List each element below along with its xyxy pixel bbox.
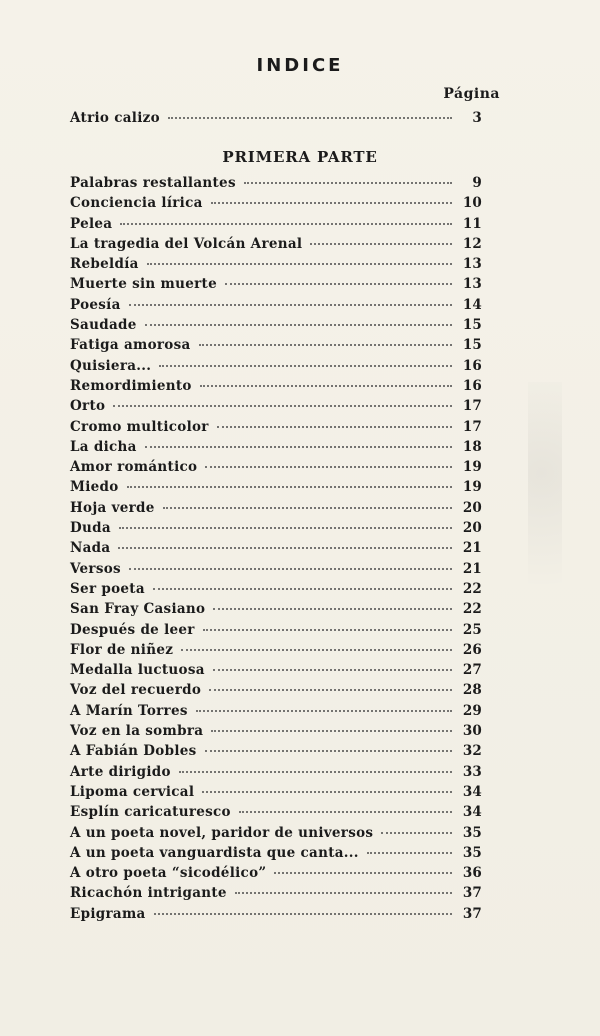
dot-leader <box>274 872 452 874</box>
entry-page-number: 14 <box>462 296 482 313</box>
entry-page-number: 16 <box>462 357 482 374</box>
intro-toc-list <box>70 110 482 130</box>
toc-entry <box>70 195 482 215</box>
entry-page-number: 17 <box>462 418 482 435</box>
dot-leader <box>211 730 452 732</box>
entry-page-number: 15 <box>462 317 482 334</box>
entry-title: Esplín caricaturesco <box>70 804 231 821</box>
toc-entry <box>70 256 482 276</box>
dot-leader <box>129 304 452 306</box>
entry-title: Muerte sin muerte <box>70 276 217 293</box>
entry-page-number: 17 <box>462 398 482 415</box>
entry-page-number: 28 <box>462 682 482 699</box>
dot-leader <box>163 507 452 509</box>
entry-page-number: 9 <box>472 175 482 191</box>
dot-leader <box>119 527 452 529</box>
toc-entry <box>70 500 482 520</box>
toc-entry <box>70 216 482 236</box>
entry-page-number: 30 <box>462 723 482 740</box>
section-title: PRIMERA PARTE <box>222 148 378 166</box>
dot-leader <box>168 117 452 119</box>
entry-title: Ser poeta <box>70 580 145 597</box>
entry-page-number: 37 <box>462 905 482 922</box>
entry-page-number: 10 <box>462 195 482 212</box>
entry-title: Voz del recuerdo <box>70 682 202 699</box>
toc-entry <box>70 439 482 459</box>
entry-page-number: 11 <box>462 215 482 232</box>
entry-page-number: 21 <box>462 540 482 557</box>
dot-leader <box>235 892 452 894</box>
entry-page-number: 3 <box>472 110 482 126</box>
entry-title: Miedo <box>70 479 119 496</box>
toc-entry <box>70 540 482 560</box>
dot-leader <box>244 182 452 184</box>
dot-leader <box>239 811 452 813</box>
toc-entry <box>70 662 482 682</box>
dot-leader <box>213 669 452 671</box>
toc-entry <box>70 703 482 723</box>
entry-page-number: 16 <box>462 377 482 394</box>
entry-title: Lipoma cervical <box>70 783 195 800</box>
toc-entry <box>70 398 482 418</box>
entry-title: La tragedia del Volcán Arenal <box>70 235 303 252</box>
entry-title: A un poeta novel, paridor de universos <box>70 824 374 841</box>
entry-title: Después de leer <box>70 621 195 638</box>
entry-title: A Fabián Dobles <box>70 743 197 760</box>
dot-leader <box>217 426 452 428</box>
toc-entry <box>70 459 482 479</box>
dot-leader <box>179 771 452 773</box>
entry-page-number: 18 <box>462 438 482 455</box>
entry-page-number: 34 <box>462 783 482 800</box>
entry-title: Amor romántico <box>70 459 198 476</box>
toc-entry <box>70 581 482 601</box>
entry-page-number: 35 <box>462 844 482 861</box>
toc-entry <box>70 337 482 357</box>
dot-leader <box>225 283 452 285</box>
toc-entry <box>70 642 482 662</box>
dot-leader <box>209 689 452 691</box>
dot-leader <box>120 223 452 225</box>
entry-title: Poesía <box>70 296 121 313</box>
toc-entry <box>70 682 482 702</box>
toc-entry <box>70 479 482 499</box>
entry-title: A Marín Torres <box>70 702 188 719</box>
entry-title: Medalla luctuosa <box>70 662 205 679</box>
entry-page-number: 22 <box>462 601 482 618</box>
entry-page-number: 19 <box>462 479 482 496</box>
entry-title: Saudade <box>70 317 137 334</box>
toc-entry <box>70 885 482 905</box>
entry-title: Nada <box>70 540 111 557</box>
toc-entry <box>70 743 482 763</box>
toc-entry <box>70 378 482 398</box>
entry-page-number: 36 <box>462 865 482 882</box>
entry-title: Epigrama <box>70 905 146 922</box>
entry-title: Hoja verde <box>70 499 155 516</box>
toc-entry <box>70 419 482 439</box>
entry-page-number: 22 <box>462 580 482 597</box>
entry-title: Quisiera... <box>70 357 152 374</box>
toc-entry <box>70 865 482 885</box>
dot-leader <box>367 852 452 854</box>
toc-entry <box>70 622 482 642</box>
entry-title: Rebeldía <box>70 256 139 273</box>
dot-leader <box>127 486 452 488</box>
entry-title: Orto <box>70 398 106 415</box>
dot-leader <box>211 202 452 204</box>
entry-page-number: 21 <box>462 560 482 577</box>
intro-toc-entry <box>70 110 482 130</box>
dot-leader <box>203 629 452 631</box>
entry-title: Versos <box>70 560 121 577</box>
toc-entry <box>70 906 482 926</box>
toc-entry <box>70 764 482 784</box>
dot-leader <box>145 446 452 448</box>
entry-title: Duda <box>70 520 111 537</box>
entry-title: Pelea <box>70 215 113 232</box>
toc-entry <box>70 297 482 317</box>
toc-entry <box>70 723 482 743</box>
entry-title: Atrio calizo <box>70 110 160 126</box>
entry-title: Conciencia lírica <box>70 195 203 212</box>
entry-page-number: 26 <box>462 641 482 658</box>
page-title: INDICE <box>256 55 344 76</box>
entry-page-number: 33 <box>462 763 482 780</box>
toc-entry <box>70 601 482 621</box>
entry-page-number: 32 <box>462 743 482 760</box>
entry-page-number: 20 <box>462 520 482 537</box>
toc-entry <box>70 845 482 865</box>
toc-entry <box>70 175 482 195</box>
dot-leader <box>381 832 452 834</box>
entry-title: Flor de niñez <box>70 641 174 658</box>
entry-page-number: 35 <box>462 824 482 841</box>
dot-leader <box>200 385 452 387</box>
entry-title: A otro poeta “sicodélico” <box>70 865 267 882</box>
toc-entry <box>70 561 482 581</box>
toc-entry <box>70 276 482 296</box>
entry-title: Ricachón intrigante <box>70 885 227 902</box>
dot-leader <box>196 710 452 712</box>
toc-entry <box>70 236 482 256</box>
entry-title: La dicha <box>70 438 137 455</box>
dot-leader <box>153 588 452 590</box>
dot-leader <box>129 568 452 570</box>
entry-page-number: 15 <box>462 337 482 354</box>
entry-page-number: 34 <box>462 804 482 821</box>
entry-page-number: 12 <box>462 235 482 252</box>
entry-title: San Fray Casiano <box>70 601 206 618</box>
toc-entry <box>70 825 482 845</box>
toc-entry <box>70 784 482 804</box>
page-smudge <box>528 382 562 642</box>
entry-title: Arte dirigido <box>70 763 171 780</box>
entry-page-number: 19 <box>462 459 482 476</box>
entry-page-number: 13 <box>462 256 482 273</box>
entry-page-number: 29 <box>462 702 482 719</box>
dot-leader <box>213 608 452 610</box>
toc-entry <box>70 804 482 824</box>
entry-page-number: 25 <box>462 621 482 638</box>
dot-leader <box>202 791 452 793</box>
entry-title: Cromo multicolor <box>70 418 209 435</box>
toc-entry <box>70 317 482 337</box>
entry-page-number: 27 <box>462 662 482 679</box>
dot-leader <box>181 649 452 651</box>
dot-leader <box>199 344 452 346</box>
dot-leader <box>310 243 452 245</box>
dot-leader <box>205 466 452 468</box>
primera-parte-toc-list <box>70 175 482 926</box>
entry-page-number: 13 <box>462 276 482 293</box>
entry-page-number: 37 <box>462 885 482 902</box>
toc-entry <box>70 358 482 378</box>
entry-title: Voz en la sombra <box>70 723 204 740</box>
dot-leader <box>113 405 452 407</box>
entry-title: Palabras restallantes <box>70 175 236 191</box>
entry-title: A un poeta vanguardista que canta... <box>70 844 359 861</box>
dot-leader <box>154 913 452 915</box>
toc-entry <box>70 520 482 540</box>
dot-leader <box>205 750 452 752</box>
entry-title: Remordimiento <box>70 377 192 394</box>
page-column-label: Página <box>443 86 500 102</box>
dot-leader <box>147 263 452 265</box>
dot-leader <box>159 365 452 367</box>
entry-page-number: 20 <box>462 499 482 516</box>
dot-leader <box>118 547 452 549</box>
dot-leader <box>145 324 452 326</box>
entry-title: Fatiga amorosa <box>70 337 191 354</box>
